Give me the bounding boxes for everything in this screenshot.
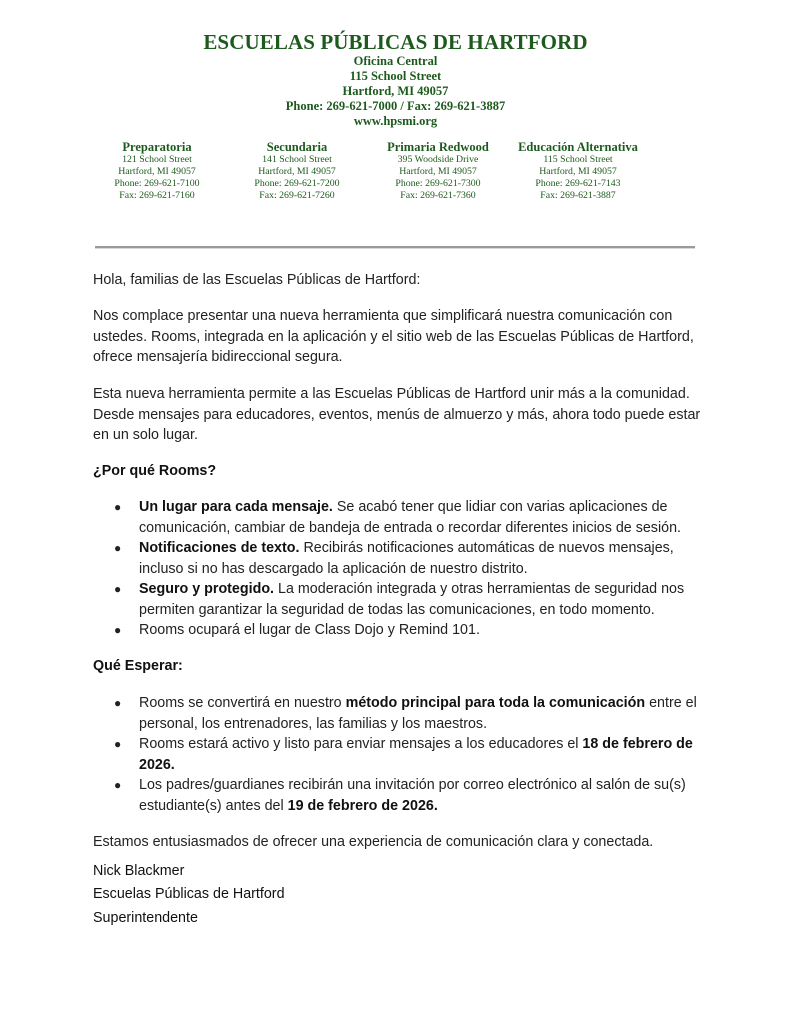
- intro-paragraph: Nos complace presentar una nueva herramienta que simplificará nuestra comunicación con ustedes. Rooms, integrada en la aplicación y el sitio web de las Escuelas Públicas de Hartford, ofrece mensajería bidireccional segura.: [93, 308, 694, 365]
- office-city: Hartford, MI 49057: [342, 84, 449, 98]
- branch-street: 115 School Street: [543, 154, 613, 165]
- item-bold: 19 de febrero de 2026.: [287, 797, 438, 814]
- office-website: www.hpsmi.org: [353, 114, 438, 128]
- branch-phone: Phone: 269-621-7200: [254, 178, 340, 189]
- item-text: Recibirás notificaciones automáticas de nuevos mensajes, incluso si no has descargado la aplicación de nuestro distrito.: [139, 540, 674, 577]
- what-to-expect-list: [93, 693, 703, 816]
- item-bold: 18 de febrero de 2026.: [139, 736, 693, 773]
- branch-fax: Fax: 269-621-7360: [400, 190, 476, 201]
- office-contact: Phone: 269-621-7000 / Fax: 269-621-3887: [285, 99, 506, 113]
- item-text: Rooms ocupará el lugar de Class Dojo y Remind 101.: [139, 622, 480, 638]
- list-item: [93, 579, 703, 620]
- branch-city: Hartford, MI 49057: [399, 166, 477, 177]
- branch-name: Primaria Redwood: [387, 140, 489, 154]
- item-bold: Un lugar para cada mensaje.: [139, 499, 333, 515]
- branch-street: 121 School Street: [122, 154, 192, 165]
- branch-fax: Fax: 269-621-7160: [119, 190, 195, 201]
- item-text: Rooms estará activo y listo para enviar mensajes a los educadores el: [139, 736, 583, 752]
- list-item: [93, 693, 703, 734]
- what-to-expect-heading: Qué Esperar:: [93, 658, 183, 674]
- branch-city: Hartford, MI 49057: [539, 166, 617, 177]
- branch-street: 141 School Street: [262, 154, 332, 165]
- office-street: 115 School Street: [349, 69, 442, 83]
- list-item: [93, 734, 703, 775]
- office-name: Oficina Central: [353, 54, 438, 68]
- item-bold: Notificaciones de texto.: [139, 540, 300, 556]
- community-paragraph: Esta nueva herramienta permite a las Escuelas Públicas de Hartford unir más a la comunidad. Desde mensajes para educadores, eventos, menús de almuerzo y más, ahora todo puede estar en un solo lugar.: [93, 386, 701, 443]
- item-bold: Seguro y protegido.: [139, 581, 275, 597]
- branch-street: 395 Woodside Drive: [397, 154, 479, 165]
- item-text: Rooms se convertirá en nuestro: [139, 695, 346, 711]
- branch-phone: Phone: 269-621-7100: [114, 178, 200, 189]
- item-text: Los padres/guardianes recibirán una invitación por correo electrónico al salón de su(s) estudiante(s) antes del: [139, 777, 686, 814]
- branch-city: Hartford, MI 49057: [118, 166, 196, 177]
- list-item: [93, 775, 703, 816]
- branch-primaria-redwood: [375, 140, 501, 202]
- item-text: entre el personal, los entrenadores, las familias y los maestros.: [139, 695, 697, 732]
- branch-fax: Fax: 269-621-7260: [259, 190, 335, 201]
- signature-title: Superintendente: [93, 910, 198, 926]
- list-item: [93, 497, 703, 538]
- item-text: La moderación integrada y otras herramientas de seguridad nos permiten garantizar la seguridad de todas las comunicaciones, en todo momento.: [139, 581, 685, 618]
- branch-secundaria: [236, 140, 358, 202]
- branch-offices: [0, 140, 791, 210]
- header-divider: [95, 246, 695, 249]
- bullet-icon: ●: [114, 582, 122, 596]
- greeting: Hola, familias de las Escuelas Públicas de Hartford:: [93, 272, 421, 288]
- list-item: [93, 538, 703, 579]
- bullet-icon: ●: [114, 737, 122, 751]
- list-item: [93, 620, 703, 641]
- branch-preparatoria: [96, 140, 218, 202]
- why-rooms-heading: ¿Por qué Rooms?: [93, 463, 217, 479]
- bullet-icon: ●: [114, 623, 122, 637]
- item-bold: método principal para toda la comunicación: [345, 695, 646, 711]
- branch-name: Educación Alternativa: [518, 140, 638, 154]
- signature-name: Nick Blackmer: [93, 863, 185, 879]
- branch-phone: Phone: 269-621-7143: [535, 178, 621, 189]
- district-title: ESCUELAS PÚBLICAS DE HARTFORD: [203, 30, 588, 54]
- closing-line: Estamos entusiasmados de ofrecer una experiencia de comunicación clara y conectada.: [93, 834, 654, 850]
- bullet-icon: ●: [114, 696, 122, 710]
- item-text: Se acabó tener que lidiar con varias aplicaciones de comunicación, cambiar de bandeja de entrada o recordar diferentes inicios de sesión.: [139, 499, 682, 536]
- bullet-icon: ●: [114, 500, 122, 514]
- why-rooms-list: [93, 497, 703, 641]
- branch-name: Secundaria: [266, 140, 328, 154]
- branch-phone: Phone: 269-621-7300: [395, 178, 481, 189]
- bullet-icon: ●: [114, 778, 122, 792]
- bullet-icon: ●: [114, 541, 122, 555]
- branch-city: Hartford, MI 49057: [258, 166, 336, 177]
- branch-name: Preparatoria: [122, 140, 192, 154]
- letterhead: [0, 30, 791, 129]
- branch-fax: Fax: 269-621-3887: [540, 190, 616, 201]
- branch-educacion-alternativa: [510, 140, 646, 202]
- signature-organization: Escuelas Públicas de Hartford: [93, 886, 285, 902]
